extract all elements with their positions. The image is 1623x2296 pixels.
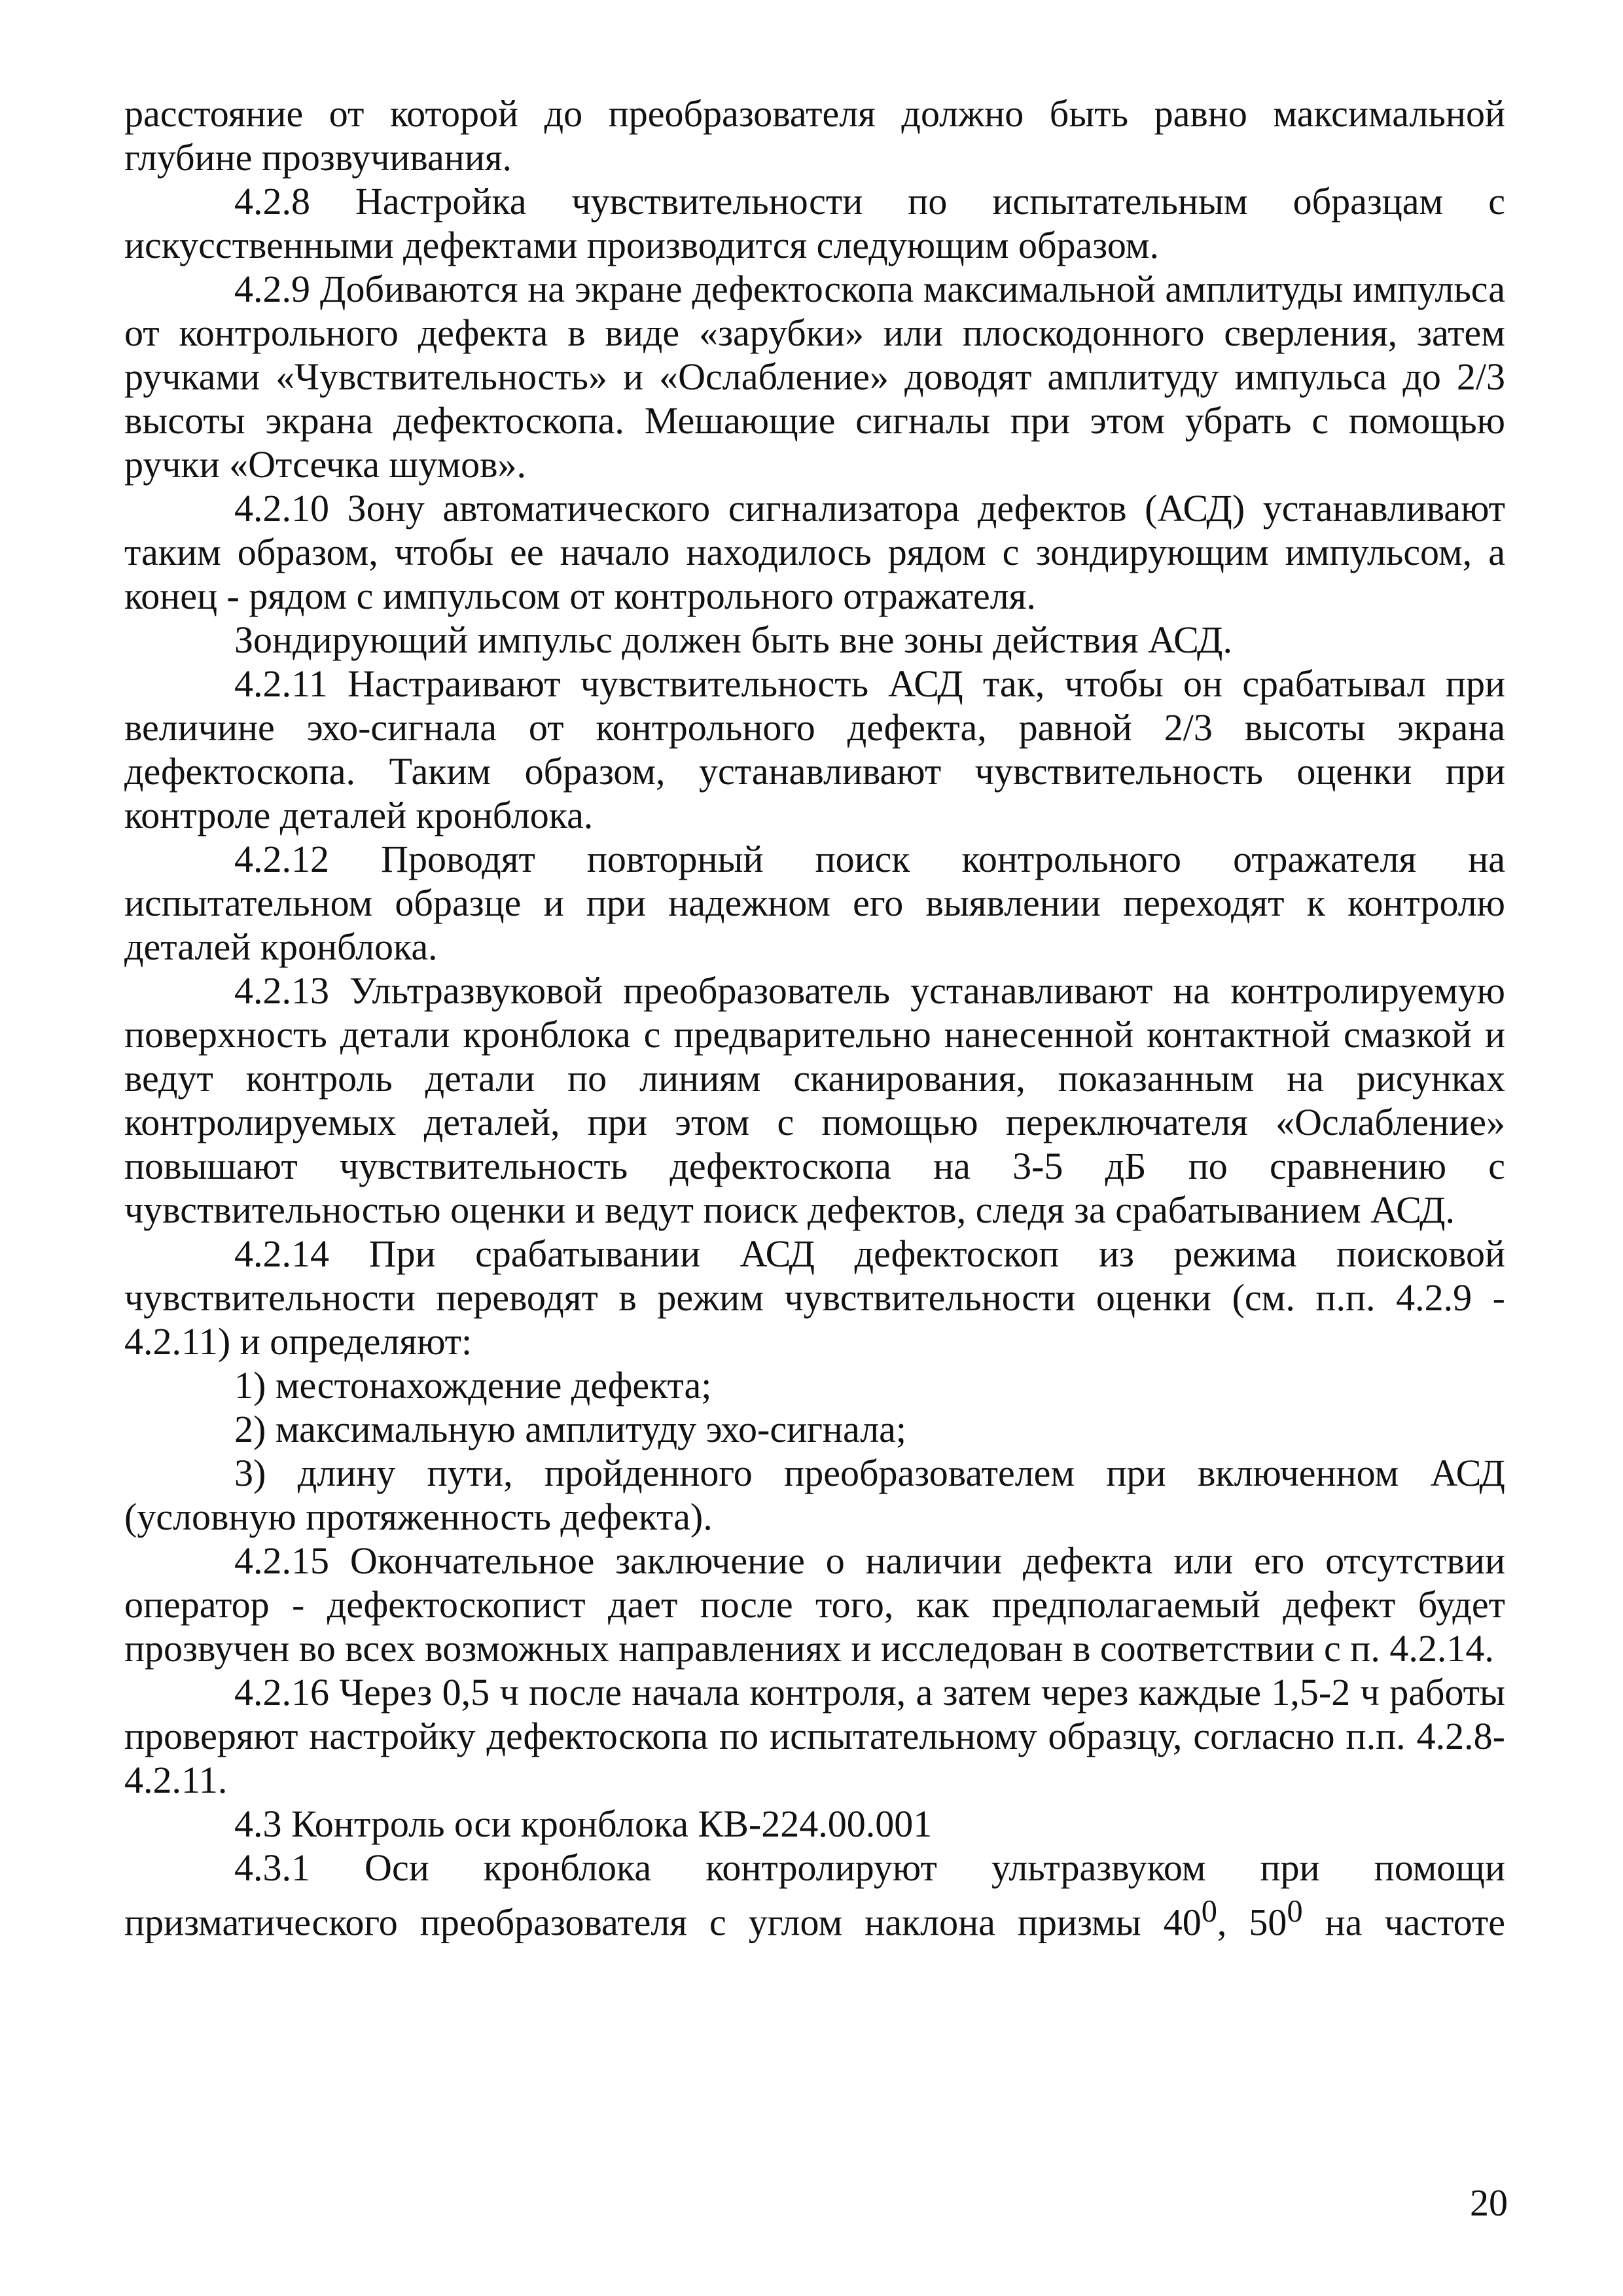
degree-superscript-1: 0 — [1201, 1894, 1217, 1929]
paragraph-4-2-13: 4.2.13 Ультразвуковой преобразователь устанавливают на контролируемую поверхность детали кронблока с предварительно нанесенной контактной смазкой и ведут контроль детали по линиям сканирования, показанным на рисунках контролируемых деталей, при этом с помощью переключателя «Ослабление» повышают чувствительность дефектоскопа на 3-5 дБ по сравнению с чувствительностью оценки и ведут поиск дефектов, следя за срабатыванием АСД. — [124, 969, 1505, 1231]
paragraph-4-2-8: 4.2.8 Настройка чувствительности по испытательным образцам с искусственными дефектами производится следующим образом. — [124, 180, 1505, 266]
paragraph-4-3-1-text: 4.3.1 Оси кронблока контролируют ультразвуком при помощи призматического преобразователя с углом наклона призмы 40 — [124, 1846, 1505, 1944]
paragraph-continuation: расстояние от которой до преобразователя должно быть равно максимальной глубине прозвучивания. — [124, 92, 1505, 179]
paragraph-4-3-1-mid: , 50 — [1217, 1901, 1287, 1944]
paragraph-4-2-10-note: Зондирующий импульс должен быть вне зоны действия АСД. — [234, 619, 1232, 661]
list-item-3: 3) длину пути, пройденного преобразователем при включенном АСД (условную протяженность дефекта). — [124, 1452, 1505, 1538]
paragraph-4-2-14: 4.2.14 При срабатывании АСД дефектоскоп из режима поисковой чувствительности переводят в режим чувствительности оценки (см. п.п. 4.2.9 - 4.2.11) и определяют: — [124, 1232, 1505, 1363]
paragraph-4-2-9: 4.2.9 Добиваются на экране дефектоскопа максимальной амплитуды импульса от контрольного дефекта в виде «зарубки» или плоскодонного сверления, затем ручками «Чувствительность» и «Ослабление» доводят амплитуду импульса до 2/3 высоты экрана дефектоскопа. Мешающие сигналы при этом убрать с помощью ручки «Отсечка шумов». — [124, 268, 1505, 486]
paragraph-4-2-12: 4.2.12 Проводят повторный поиск контрольного отражателя на испытательном образце и при надежном его выявлении переходят к контролю деталей кронблока. — [124, 838, 1505, 968]
paragraph-4-3-1 — [124, 1846, 1505, 1944]
section-heading-4-3: 4.3 Контроль оси кронблока КВ-224.00.001 — [234, 1803, 933, 1845]
page-number: 20 — [1470, 2181, 1508, 2224]
document-page — [124, 92, 1505, 1944]
paragraph-4-3-1-end: на частоте — [1302, 1901, 1505, 1944]
paragraph-4-2-10: 4.2.10 Зону автоматического сигнализатора дефектов (АСД) устанавливают таким образом, чтобы ее начало находилось рядом с зондирующим импульсом, а конец - рядом с импульсом от контрольного отражателя. — [124, 487, 1505, 617]
paragraph-4-2-11: 4.2.11 Настраивают чувствительность АСД так, чтобы он срабатывал при величине эхо-сигнала от контрольного дефекта, равной 2/3 высоты экрана дефектоскопа. Таким образом, устанавливают чувствительность оценки при контроле деталей кронблока. — [124, 662, 1505, 836]
list-item-2: 2) максимальную амплитуду эхо-сигнала; — [234, 1408, 907, 1450]
list-item-1: 1) местонахождение дефекта; — [234, 1364, 712, 1407]
paragraph-4-2-15: 4.2.15 Окончательное заключение о наличии дефекта или его отсутствии оператор - дефектоскопист дает после того, как предполагаемый дефект будет прозвучен во всех возможных направлениях и исследован в соответствии с п. 4.2.14. — [124, 1539, 1505, 1670]
degree-superscript-2: 0 — [1287, 1894, 1303, 1929]
paragraph-4-2-16: 4.2.16 Через 0,5 ч после начала контроля, а затем через каждые 1,5-2 ч работы проверяют настройку дефектоскопа по испытательному образцу, согласно п.п. 4.2.8-4.2.11. — [124, 1671, 1505, 1801]
